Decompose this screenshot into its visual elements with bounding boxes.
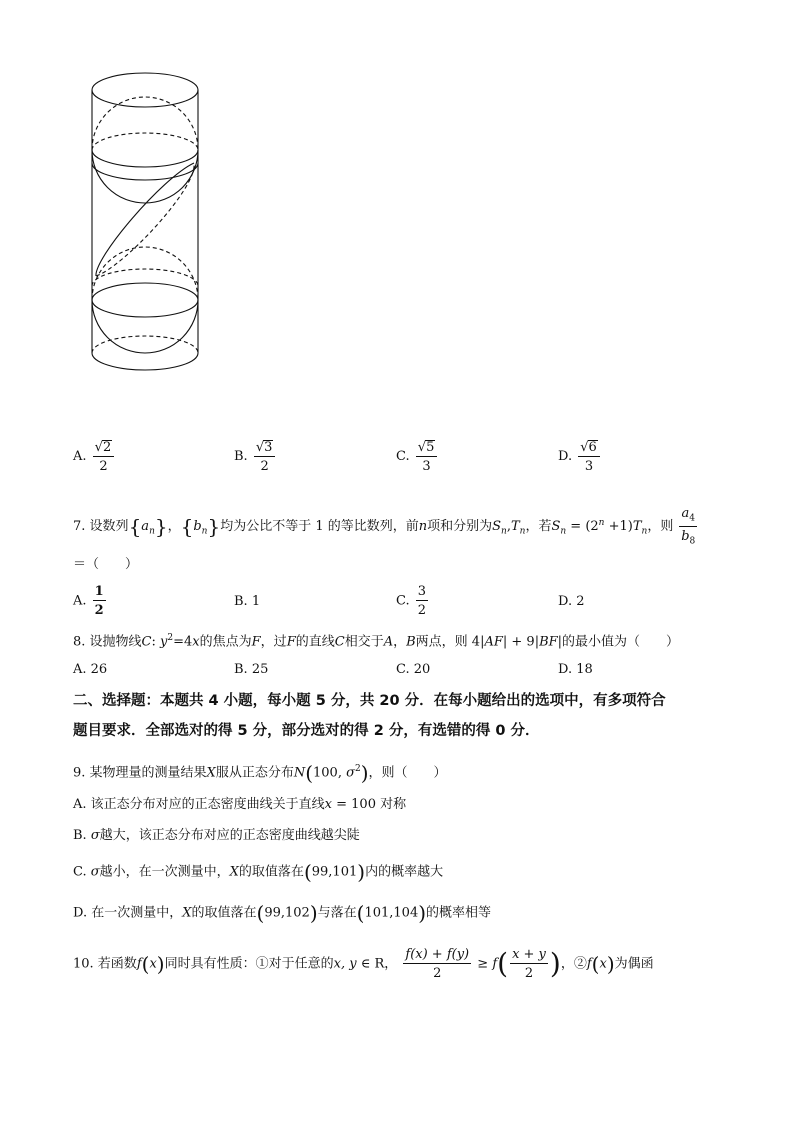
q7-option-c[interactable]: C. $\frac{3}{2}$: [396, 584, 427, 618]
lower-sphere-lower: [92, 300, 198, 353]
fraction-denominator: 3: [422, 459, 431, 474]
q7-option-a[interactable]: A. $\frac{1}{2}$: [73, 584, 104, 618]
option-label: B.: [234, 449, 248, 464]
q8-option-c[interactable]: C. 20: [396, 662, 431, 677]
upper-sphere-lower: [92, 150, 198, 203]
upper-equator-front: [92, 150, 198, 167]
fraction-denominator: 2: [260, 459, 269, 474]
sqrt-value: 3: [264, 440, 273, 455]
q8-option-a[interactable]: A. 26: [73, 662, 108, 677]
fraction-denominator: 3: [584, 459, 594, 474]
q9-option-b[interactable]: B. σ越大，该正态分布对应的正态密度曲线越尖陡: [73, 828, 360, 843]
upper-equator-back: [92, 133, 198, 150]
q8-option-b[interactable]: B. 25: [234, 662, 269, 677]
option-label: A.: [73, 449, 87, 464]
a4-over-b8: $\frac{a_4}{b_8}$: [681, 506, 696, 547]
q9-stem: 9. 某物理量的测量结果X服从正态分布N(100, $\sigma^2$)，则（ ）: [73, 760, 447, 785]
q9-option-d[interactable]: D. 在一次测量中，X的取值落在(99,102)与落在(101,104)的概率相等: [73, 901, 492, 925]
q6-option-d[interactable]: D. $\frac{√6}{3}$: [558, 440, 602, 473]
section-heading-line1: 二、选择题：本题共 4 小题，每小题 5 分，共 20 分．在每小题给出的选项中，有多项符合: [73, 693, 666, 709]
sqrt-value: 5: [426, 440, 435, 455]
upper-tangent-ellipse: [92, 163, 198, 180]
lower-equator-front: [92, 300, 198, 317]
q8-stem: 8. 设抛物线C: $y^2=4x$的焦点为F，过F的直线C相交于A，B两点，则 4|AF| + 9|BF|的最小值为（ ）: [73, 633, 680, 650]
q10-fraction-2: $\frac{x + y}{2}$: [512, 947, 546, 981]
sqrt-value: 2: [102, 440, 112, 455]
option-label: D.: [558, 449, 573, 464]
q6-option-a[interactable]: A. $\frac{√2}{2}$: [73, 440, 116, 473]
geometry-figure: [82, 68, 212, 373]
lower-equator-back: [92, 283, 198, 300]
q6-option-c[interactable]: C. $\frac{√5}{3}$: [396, 440, 439, 473]
q10-stem: 10. 若函数f(x)同时具有性质：①对于任意的x, y ∈ R， $\frac{f(x) + f(y)}{2}$ ≥ f( $\frac{x + y}{2}$ )，②f(x)为偶函: [73, 947, 654, 981]
q6-option-b[interactable]: B. $\frac{√3}{2}$: [234, 440, 277, 473]
option-label: C.: [396, 449, 410, 464]
cylinder-top-ellipse: [92, 73, 198, 107]
q9-option-a[interactable]: A. 该正态分布对应的正态密度曲线关于直线x = 100 对称: [73, 797, 407, 812]
section-heading-line2: 题目要求．全部选对的得 5 分，部分选对的得 2 分，有选错的得 0 分．: [73, 723, 540, 739]
q7-option-b[interactable]: B. 1: [234, 594, 261, 609]
fraction-denominator: 2: [99, 459, 108, 474]
cylinder-bottom-front: [92, 353, 198, 370]
q7-stem-line2: ＝（ ）: [73, 557, 139, 572]
q7-option-d[interactable]: D. 2: [558, 594, 585, 609]
q7-stem: 7. 设数列$\{a_n\}$，$\{b_n\}$均为公比不等于 1 的等比数列，前n项和分别为$S_n,T_n$，若$S_n = (2^n +1)T_n$，则 $\frac{a_4}{b_8}$: [73, 506, 696, 547]
q8-option-d[interactable]: D. 18: [558, 662, 593, 677]
q9-option-c[interactable]: C. σ越小，在一次测量中，X的取值落在(99,101)内的概率越大: [73, 860, 444, 884]
upper-sphere-arc: [92, 97, 198, 150]
sqrt-value: 6: [588, 440, 597, 455]
q10-fraction-1: $\frac{f(x) + f(y)}{2}$: [405, 947, 470, 981]
